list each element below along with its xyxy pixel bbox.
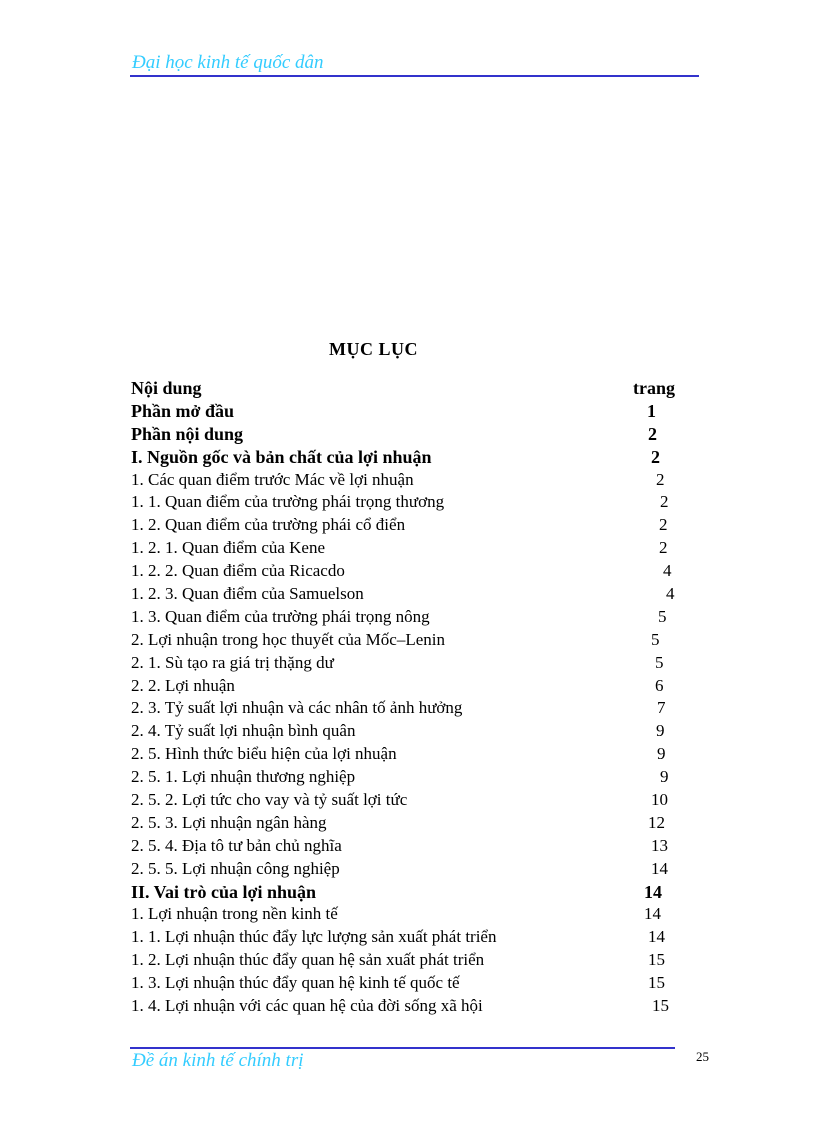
toc-entry-title: 2. 5. 1. Lợi nhuận thương nghiệp — [131, 767, 356, 787]
toc-entry-title: 2. 1. Sù tạo ra giá trị thặng dư — [131, 652, 334, 672]
toc-entry — [131, 675, 691, 698]
toc-title: MỤC LỤC — [329, 339, 418, 359]
toc-entry — [131, 583, 691, 606]
toc-entry-page: 2 — [651, 446, 660, 467]
toc-entry — [131, 766, 691, 789]
toc-entry-page: 9 — [660, 767, 669, 787]
toc-entry — [131, 812, 691, 835]
toc-entry-page: 14 — [644, 904, 661, 924]
toc-entry — [131, 469, 691, 492]
running-header: Đại học kinh tế quốc dân — [132, 52, 324, 73]
toc-entry — [131, 560, 691, 583]
header-rule — [130, 75, 699, 77]
toc-entry-title: 1. 2. Quan điểm của trường phái cổ điển — [131, 515, 406, 535]
toc-entry-page: 2 — [648, 423, 657, 444]
toc-heading-page: trang — [633, 378, 675, 398]
toc-entry — [131, 972, 691, 995]
toc-entry-page: 10 — [651, 790, 668, 810]
toc-entry — [131, 629, 691, 652]
toc-entry-page: 14 — [651, 858, 668, 878]
toc-entry-page: 5 — [651, 629, 660, 649]
toc-entry-page: 12 — [648, 812, 665, 832]
toc-entry-title: 2. 5. 3. Lợi nhuận ngân hàng — [131, 812, 327, 832]
table-of-contents — [131, 377, 691, 1018]
toc-entry-title: 2. 5. 4. Địa tô tư bản chủ nghĩa — [131, 835, 342, 855]
toc-entry — [131, 423, 691, 446]
toc-entry-page: 2 — [660, 492, 669, 512]
toc-entry-title: 2. 2. Lợi nhuận — [131, 675, 235, 695]
toc-heading-content: Nội dung — [131, 378, 202, 398]
toc-entry-page: 9 — [656, 721, 665, 741]
toc-entry-page: 5 — [655, 652, 664, 672]
footer-rule — [130, 1047, 675, 1049]
toc-entry — [131, 652, 691, 675]
toc-entry-title: Phần nội dung — [131, 423, 244, 444]
toc-heading-row — [131, 377, 691, 400]
toc-entry — [131, 858, 691, 881]
toc-entry-page: 2 — [656, 469, 665, 489]
toc-entry — [131, 720, 691, 743]
toc-entry-title: 2. 4. Tỷ suất lợi nhuận bình quân — [131, 721, 356, 741]
toc-entry-page: 4 — [663, 561, 672, 581]
toc-entry — [131, 537, 691, 560]
toc-entry-page: 14 — [644, 881, 662, 902]
toc-entry — [131, 446, 691, 469]
toc-entry-page: 2 — [659, 515, 668, 535]
toc-entry-page: 15 — [652, 996, 669, 1016]
toc-entry-page: 1 — [647, 400, 656, 421]
toc-entry-title: 1. 1. Lợi nhuận thúc đẩy lực lượng sản xuất phát triển — [131, 927, 497, 947]
toc-entry — [131, 789, 691, 812]
toc-entry-page: 7 — [657, 698, 666, 718]
toc-entry-page: 15 — [648, 950, 665, 970]
toc-entry-title: 1. Các quan điểm trước Mác về lợi nhuận — [131, 469, 414, 489]
toc-entry-title: 2. 3. Tỷ suất lợi nhuận và các nhân tố ảnh hưởng — [131, 698, 463, 718]
toc-entry-page: 6 — [655, 675, 664, 695]
toc-entry — [131, 606, 691, 629]
toc-entry-title: II. Vai trò của lợi nhuận — [131, 881, 317, 902]
toc-entry-title: 1. 2. 3. Quan điểm của Samuelson — [131, 584, 364, 604]
toc-entry-title: 1. 1. Quan điểm của trường phái trọng thương — [131, 492, 445, 512]
toc-entry-title: 1. Lợi nhuận trong nền kinh tế — [131, 904, 338, 924]
toc-entry — [131, 995, 691, 1018]
toc-entry-title: 1. 2. Lợi nhuận thúc đẩy quan hệ sản xuất phát triển — [131, 950, 485, 970]
toc-entry-title: 2. Lợi nhuận trong học thuyết của Mốc–Lenin — [131, 629, 445, 649]
toc-entry-page: 2 — [659, 538, 668, 558]
toc-entry-page: 9 — [657, 744, 666, 764]
toc-entry — [131, 743, 691, 766]
toc-entry — [131, 491, 691, 514]
toc-entry — [131, 903, 691, 926]
toc-entry — [131, 835, 691, 858]
toc-entry — [131, 400, 691, 423]
toc-entry-title: 2. 5. 5. Lợi nhuận công nghiệp — [131, 858, 340, 878]
toc-entry — [131, 697, 691, 720]
toc-entry-page: 13 — [651, 835, 668, 855]
toc-entry — [131, 514, 691, 537]
toc-entry-page: 14 — [648, 927, 665, 947]
toc-entry-title: 1. 3. Quan điểm của trường phái trọng nông — [131, 606, 430, 626]
toc-entry — [131, 926, 691, 949]
toc-entry-page: 15 — [648, 973, 665, 993]
toc-entry — [131, 949, 691, 972]
toc-entry-title: 1. 3. Lợi nhuận thúc đẩy quan hệ kinh tế quốc tế — [131, 973, 460, 993]
toc-entry — [131, 881, 691, 904]
toc-entry-title: 1. 2. 2. Quan điểm của Ricacdo — [131, 561, 345, 581]
toc-entry-title: 2. 5. 2. Lợi tức cho vay và tỷ suất lợi tức — [131, 790, 408, 810]
running-footer: Đề án kinh tế chính trị — [132, 1050, 304, 1071]
page-number: 25 — [696, 1049, 709, 1064]
toc-entry-title: I. Nguồn gốc và bản chất của lợi nhuận — [131, 446, 432, 467]
toc-entry-page: 4 — [666, 584, 675, 604]
toc-entry-title: 1. 2. 1. Quan điểm của Kene — [131, 538, 326, 558]
toc-entry-title: Phần mở đầu — [131, 400, 234, 421]
toc-entry-title: 2. 5. Hình thức biểu hiện của lợi nhuận — [131, 744, 397, 764]
toc-entry-title: 1. 4. Lợi nhuận với các quan hệ của đời sống xã hội — [131, 996, 483, 1016]
toc-entry-page: 5 — [658, 606, 667, 626]
